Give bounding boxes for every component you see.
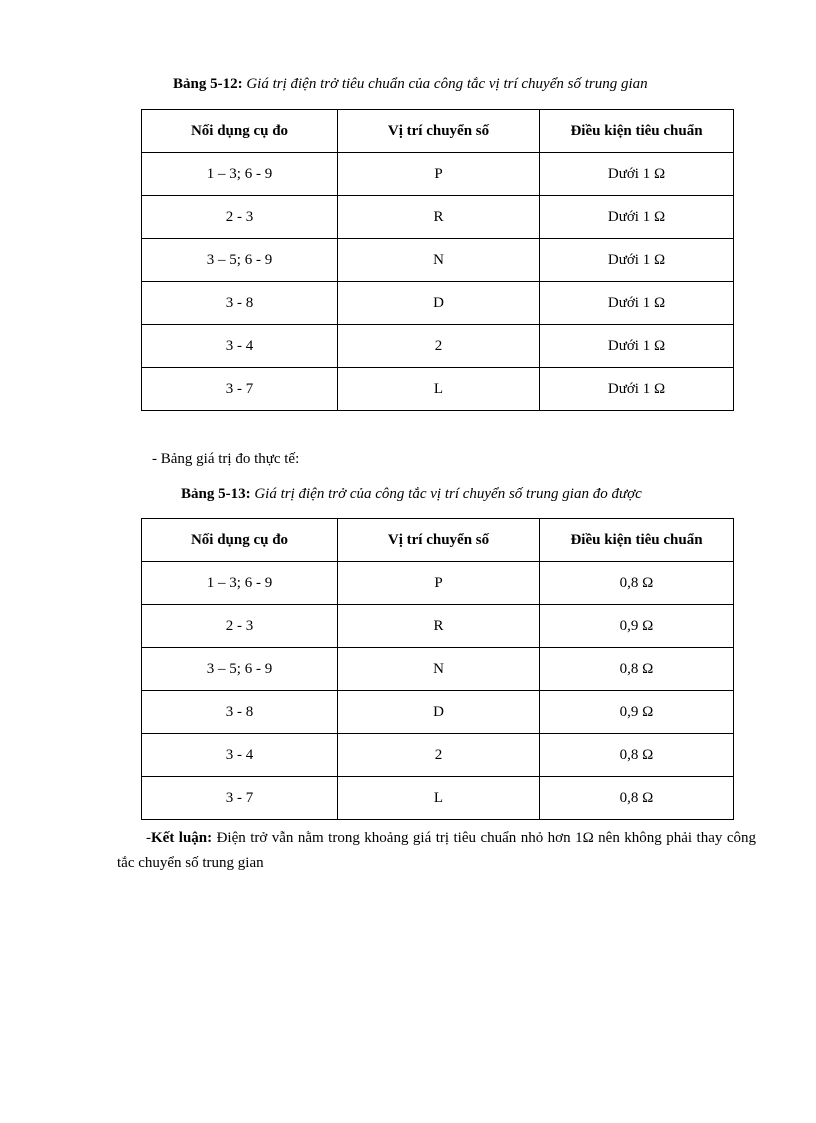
table-row	[142, 605, 734, 648]
cell-gear-position: R	[338, 605, 540, 648]
cell-condition: Dưới 1 Ω	[540, 368, 734, 411]
conclusion-body	[117, 826, 756, 876]
cell-condition: 0,8 Ω	[540, 734, 734, 777]
cell-gear-position: R	[338, 196, 540, 239]
table-row	[142, 648, 734, 691]
cell-gear-position: L	[338, 368, 540, 411]
cell-connection: 2 - 3	[142, 196, 338, 239]
cell-connection: 3 - 4	[142, 325, 338, 368]
cell-connection: 3 – 5; 6 - 9	[142, 239, 338, 282]
cell-connection: 3 - 7	[142, 368, 338, 411]
table-row	[142, 368, 734, 411]
cell-connection: 3 - 7	[142, 777, 338, 820]
cell-condition: 0,8 Ω	[540, 777, 734, 820]
table1-caption-text: Giá trị điện trở tiêu chuẩn của công tắc vị trí chuyển số trung gian	[242, 76, 648, 92]
cell-gear-position: 2	[338, 734, 540, 777]
table-header-row	[142, 110, 734, 153]
cell-connection: 3 - 4	[142, 734, 338, 777]
cell-condition: 0,9 Ω	[540, 605, 734, 648]
cell-connection: 1 – 3; 6 - 9	[142, 153, 338, 196]
conclusion-prefix: -	[146, 830, 151, 846]
conclusion-label: Kết luận:	[151, 830, 213, 846]
cell-condition: 0,8 Ω	[540, 562, 734, 605]
conclusion-text: Điện trở vẫn nằm trong khoảng giá trị tiêu chuẩn nhỏ hơn 1Ω nên không phải thay công tắc chuyển số trung gian	[117, 830, 756, 871]
table-row	[142, 562, 734, 605]
cell-connection: 3 - 8	[142, 691, 338, 734]
table-row	[142, 777, 734, 820]
header-gear-position: Vị trí chuyển số	[338, 519, 540, 562]
header-gear-position: Vị trí chuyển số	[338, 110, 540, 153]
cell-condition: Dưới 1 Ω	[540, 153, 734, 196]
cell-gear-position: D	[338, 691, 540, 734]
measured-resistance-table	[141, 518, 734, 820]
table-row	[142, 325, 734, 368]
cell-condition: Dưới 1 Ω	[540, 282, 734, 325]
table1-caption-label: Bảng 5-12:	[173, 76, 243, 92]
header-standard-condition: Điều kiện tiêu chuẩn	[540, 519, 734, 562]
cell-connection: 3 - 8	[142, 282, 338, 325]
cell-condition: Dưới 1 Ω	[540, 196, 734, 239]
table2-caption-label: Bảng 5-13:	[181, 486, 251, 502]
cell-condition: 0,8 Ω	[540, 648, 734, 691]
table-header-row	[142, 519, 734, 562]
cell-condition: Dưới 1 Ω	[540, 325, 734, 368]
table1-caption	[173, 76, 648, 93]
table-row	[142, 153, 734, 196]
cell-connection: 3 – 5; 6 - 9	[142, 648, 338, 691]
cell-gear-position: P	[338, 153, 540, 196]
standard-resistance-table	[141, 109, 734, 411]
table2-caption	[181, 486, 642, 503]
table-row	[142, 196, 734, 239]
cell-condition: Dưới 1 Ω	[540, 239, 734, 282]
table-row	[142, 239, 734, 282]
table2-caption-text: Giá trị điện trở của công tắc vị trí chuyển số trung gian đo được	[250, 486, 642, 502]
cell-gear-position: N	[338, 239, 540, 282]
cell-gear-position: P	[338, 562, 540, 605]
cell-gear-position: 2	[338, 325, 540, 368]
cell-connection: 2 - 3	[142, 605, 338, 648]
cell-connection: 1 – 3; 6 - 9	[142, 562, 338, 605]
table-row	[142, 691, 734, 734]
cell-gear-position: L	[338, 777, 540, 820]
header-connection: Nối dụng cụ đo	[142, 110, 338, 153]
table-row	[142, 282, 734, 325]
conclusion-paragraph	[117, 826, 756, 876]
header-standard-condition: Điều kiện tiêu chuẩn	[540, 110, 734, 153]
cell-gear-position: D	[338, 282, 540, 325]
measured-values-note: - Bảng giá trị đo thực tế:	[152, 451, 300, 467]
cell-gear-position: N	[338, 648, 540, 691]
table-row	[142, 734, 734, 777]
cell-condition: 0,9 Ω	[540, 691, 734, 734]
header-connection: Nối dụng cụ đo	[142, 519, 338, 562]
